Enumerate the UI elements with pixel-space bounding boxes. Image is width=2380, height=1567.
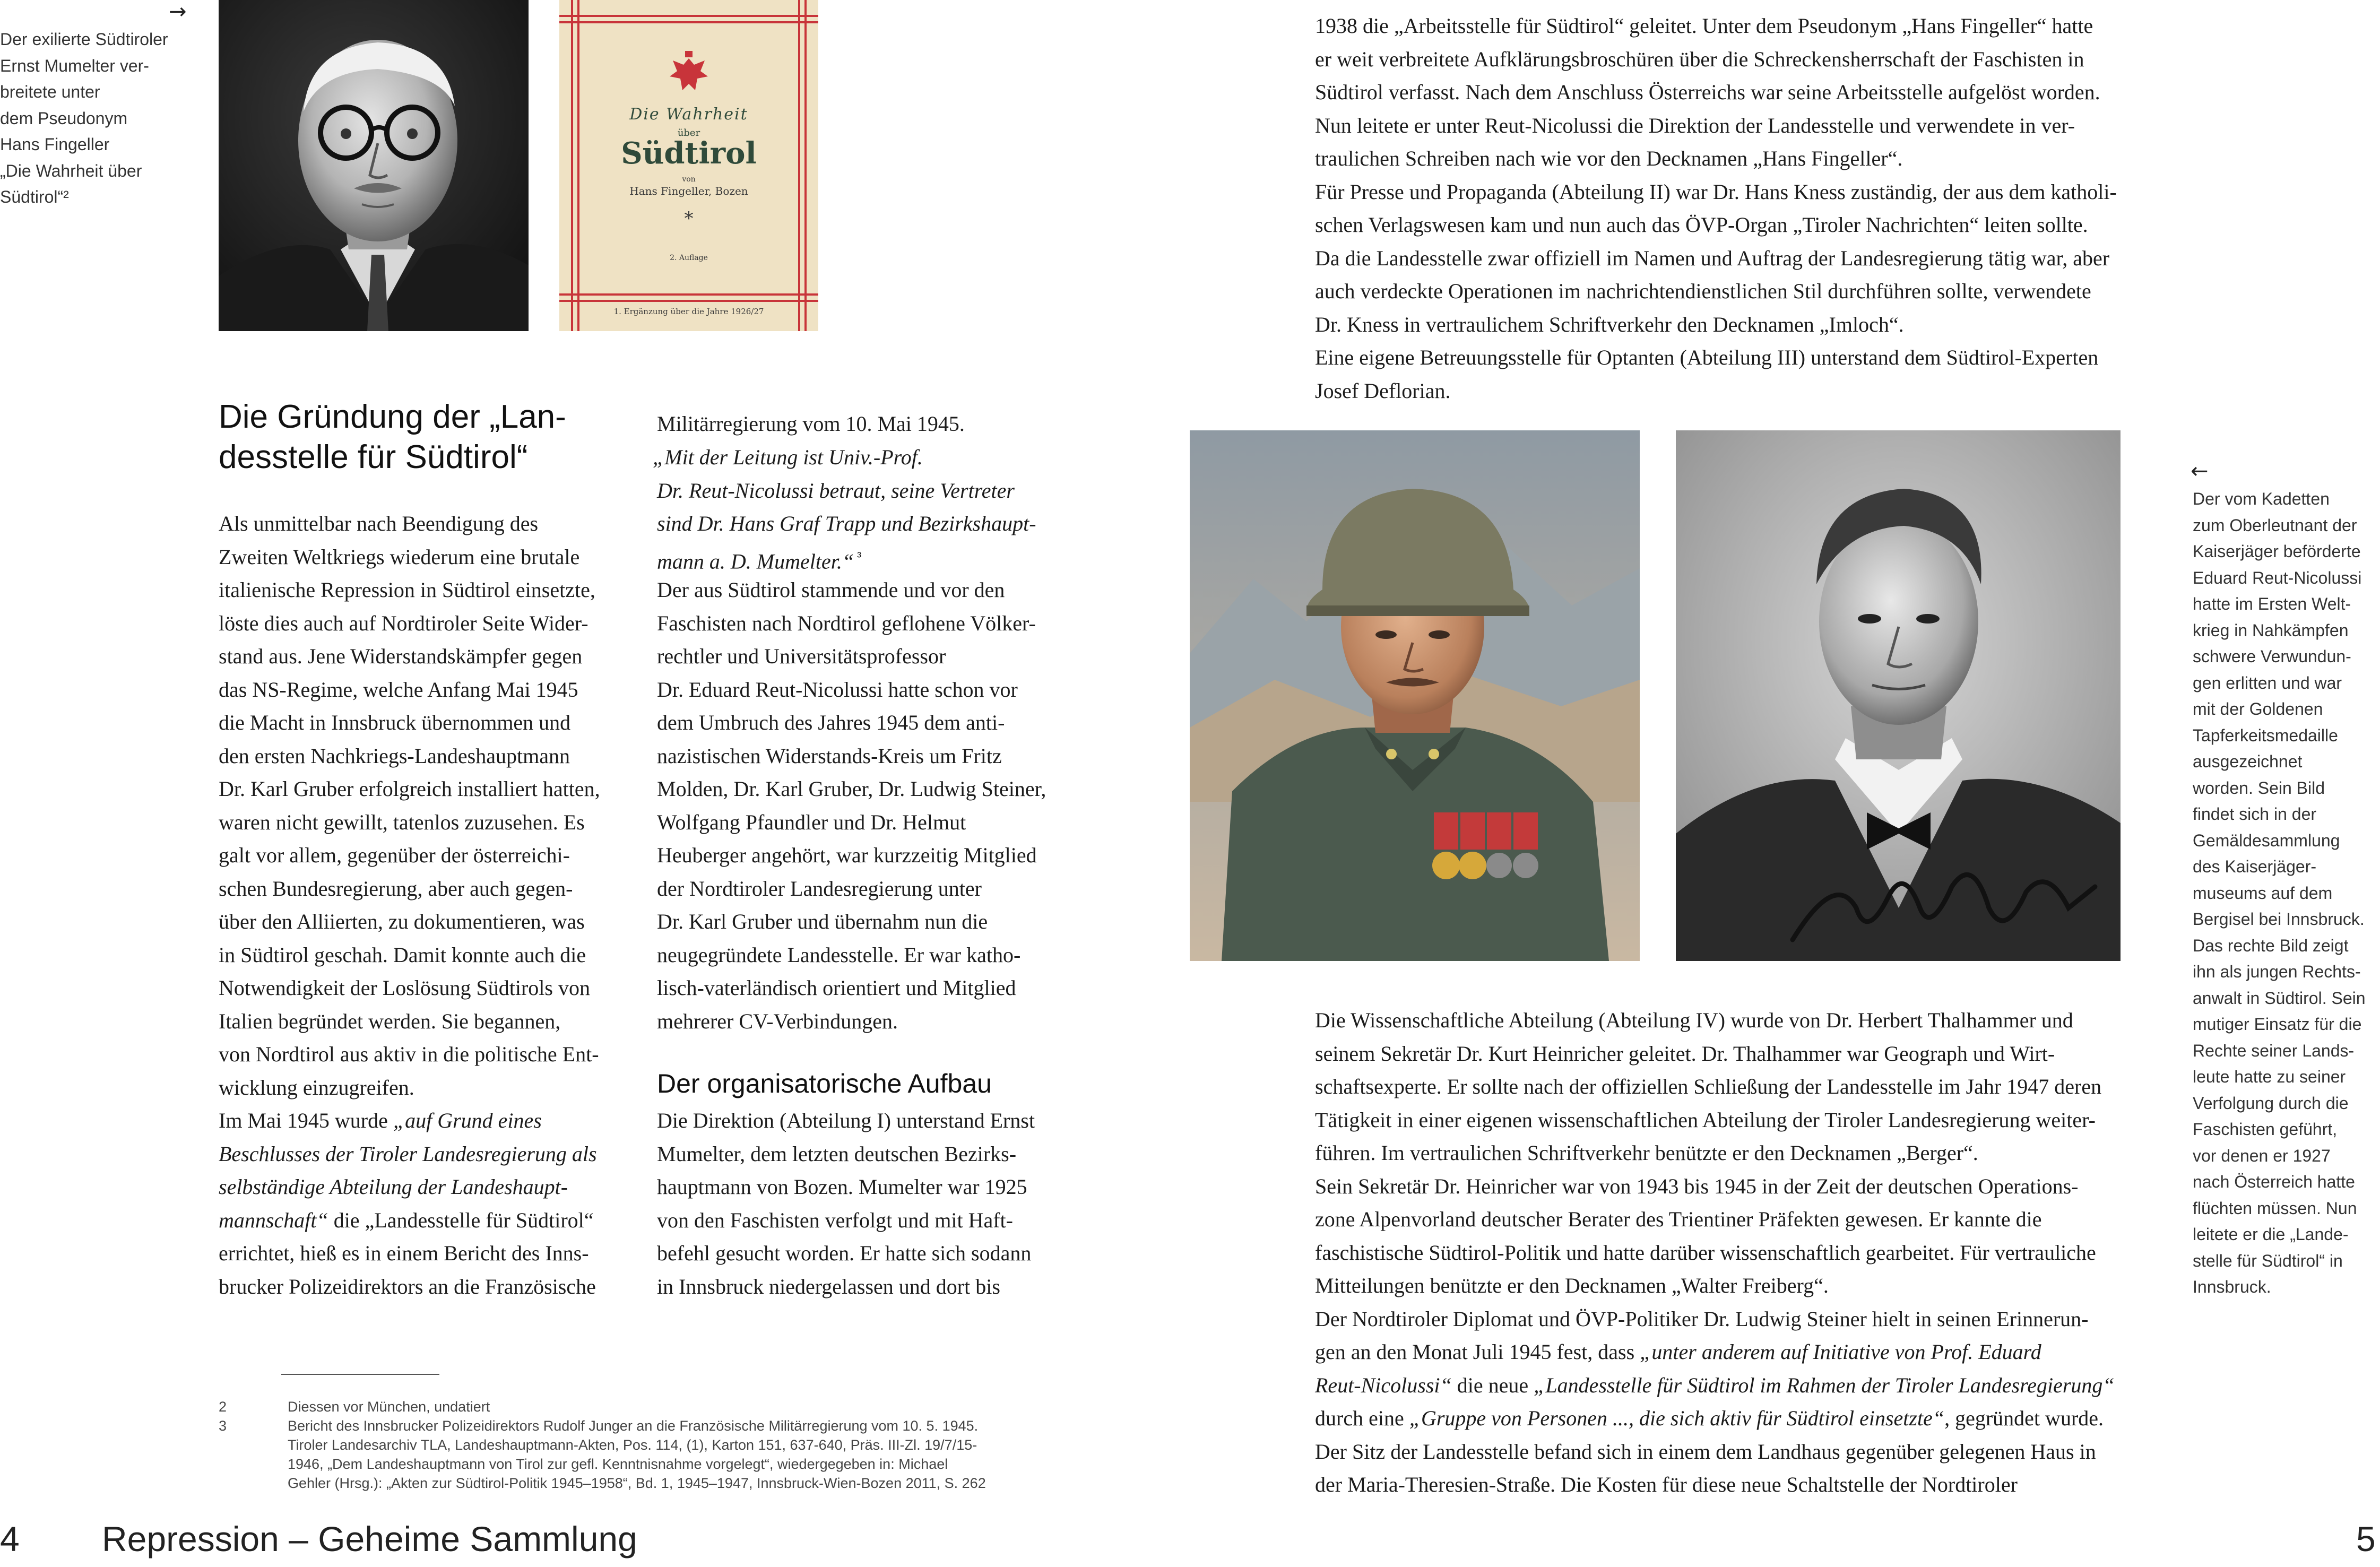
text-line: Rechte seiner Lands- (2193, 1041, 2355, 1060)
text-line: Dr. Reut-Nicolussi betraut, seine Vertreter (657, 478, 1015, 503)
text-line: der Maria-Theresien-Straße. Die Kosten für diese neue Schaltstelle der Nordtiroler (1315, 1473, 2018, 1496)
text-run: durch eine (1315, 1406, 1409, 1430)
text-line: er weit verbreitete Aufklärungsbroschüren über die Schreckensherrschaft der Faschisten in (1315, 47, 2084, 71)
text-line: ausgezeichnet (2193, 752, 2303, 771)
text-line: seinem Sekretär Dr. Kurt Heinricher geleitet. Dr. Thalhammer war Geograph und Wirt- (1315, 1041, 2055, 1066)
cover-title-line1: Die Wahrheit (629, 105, 748, 124)
text-line: Josef Deflorian. (1315, 378, 1451, 403)
text-run: die „Landesstelle für Südtirol“ (328, 1208, 594, 1232)
cover-supplement: 1. Ergänzung über die Jahre 1926/27 (613, 307, 764, 316)
text-line: flüchten müssen. Nun (2193, 1198, 2357, 1218)
text-run: die neue (1451, 1373, 1534, 1397)
text-line: Der aus Südtirol stammende und vor den (657, 578, 1005, 602)
text-line (653, 541, 1036, 578)
text-line: anwalt in Südtirol. Sein (2193, 988, 2366, 1008)
text-line: in Innsbruck niedergelassen und dort bis (657, 1274, 1000, 1298)
text-line: findet sich in der (2193, 804, 2317, 824)
text-column-1-quote (219, 1104, 597, 1303)
text-line: hauptmann von Bozen. Mumelter war 1925 (657, 1175, 1027, 1199)
text-line: schwere Verwundun- (2193, 647, 2351, 666)
text-line: neugegründete Landesstelle. Er war katho- (657, 942, 1021, 967)
text-line: waren nicht gewillt, tatenlos zuzusehen. Es (219, 810, 585, 834)
footnote-divider (281, 1374, 439, 1375)
text-line: Kaiserjäger beförderte (2193, 542, 2361, 561)
text-line: „Mit der Leitung ist Univ.-Prof. (653, 445, 923, 469)
cover-author: Hans Fingeller, Bozen (629, 185, 748, 197)
heading-line: Die Gründung der „Lan- (219, 399, 566, 435)
text-line: nazistischen Widerstands-Kreis um Fritz (657, 743, 1002, 768)
text-line: zum Oberleutnant der (2193, 515, 2357, 535)
text-line: Hans Fingeller (0, 135, 110, 154)
text-line: museums auf dem (2193, 883, 2333, 903)
text-line: Gemäldesammlung (2193, 830, 2340, 850)
text-line: traulichen Schreiben nach wie vor den Decknamen „Hans Fingeller“. (1315, 146, 1903, 170)
text-line: nach Österreich hatte (2193, 1172, 2355, 1191)
text-line: Dr. Karl Gruber erfolgreich installiert hatten, (219, 777, 600, 801)
text-line: befehl gesucht worden. Er hatte sich sodann (657, 1241, 1032, 1265)
page-number-right: 5 (2356, 1519, 2376, 1559)
text-line: Das rechte Bild zeigt (2193, 936, 2349, 955)
text-line: Heuberger angehört, war kurzzeitig Mitglied (657, 843, 1037, 867)
book-cover-die-wahrheit-ueber-suedtirol (559, 0, 818, 331)
text-column-2c (657, 1104, 1035, 1303)
text-line: rechtler und Universitätsprofessor (657, 644, 946, 668)
text-line: Innsbruck. (2193, 1277, 2271, 1296)
text-line: Militärregierung vom 10. Mai 1945. (657, 412, 965, 436)
arrow-right-icon: → (169, 0, 187, 24)
text-line: vor denen er 1927 (2193, 1146, 2331, 1165)
text-line: Faschisten geführt, (2193, 1120, 2338, 1139)
cover-star: * (684, 208, 694, 229)
text-column-2b (657, 574, 1046, 1038)
text-column-2a (657, 408, 965, 441)
text-line: Molden, Dr. Karl Gruber, Dr. Ludwig Steiner, (657, 777, 1046, 801)
text-line: den ersten Nachkriegs-Landeshauptmann (219, 743, 570, 768)
text-line: hatte im Ersten Welt- (2193, 594, 2351, 613)
running-title: Repression – Geheime Sammlung (102, 1519, 637, 1559)
text-run-italic: Reut-Nicolussi“ (1315, 1373, 1452, 1397)
text-line: worden. Sein Bild (2193, 778, 2325, 798)
cover-author-pre: von (682, 175, 696, 184)
text-line: Zweiten Weltkriegs wiederum eine brutale (219, 544, 580, 569)
text-line: 1938 die „Arbeitsstelle für Südtirol“ geleitet. Unter dem Pseudonym „Hans Fingeller“ hatte (1315, 14, 2093, 38)
text-column-1 (219, 507, 600, 1104)
text-column-right-bottom (1315, 1004, 2101, 1336)
portrait-photo-mumelter (219, 0, 529, 331)
footnote-text: Diessen vor München, undatiert (288, 1399, 490, 1415)
text-line: Südtirol“² (0, 187, 69, 206)
photo-caption-reut-nicolussi (2193, 486, 2366, 1301)
text-line: italienische Repression in Südtirol einsetzte, (219, 578, 595, 602)
text-run: , gegründet wurde. (1944, 1406, 2104, 1430)
text-line: das NS-Regime, welche Anfang Mai 1945 (219, 677, 578, 702)
text-line: Mitteilungen benützte er den Decknamen „Walter Freiberg“. (1315, 1274, 1829, 1297)
text-run-italic: „Landesstelle für Südtirol im Rahmen der Tiroler Landesregierung“ (1534, 1373, 2115, 1397)
text-line: schen Verlagswesen kam und nun auch das ÖVP-Organ „Tiroler Nachrichten“ leiten sollte. (1315, 213, 2088, 237)
text-run: gen an den Monat Juli 1945 fest, dass (1315, 1340, 1640, 1364)
text-line: Der Sitz der Landesstelle befand sich in einem dem Landhaus gegenüber gelegenen Haus in (1315, 1439, 2096, 1464)
text-line: Faschisten nach Nordtirol geflohene Völker- (657, 611, 1036, 635)
footnote-text: Bericht des Innsbrucker Polizeidirektors Rudolf Junger an die Französische Militärregierung vom 10. 5. 1945. (288, 1418, 979, 1434)
text-line: Die Wissenschaftliche Abteilung (Abteilung IV) wurde von Dr. Herbert Thalhammer und (1315, 1008, 2073, 1032)
footnote-ref-3[interactable]: ³ (857, 549, 862, 564)
eagle-emblem-icon (670, 51, 708, 90)
text-line: Ernst Mumelter ver- (0, 56, 149, 75)
footnote-number: 3 (219, 1418, 227, 1434)
text-line: sind Dr. Hans Graf Trapp und Bezirkshaupt- (657, 512, 1036, 535)
footnote-text: Tiroler Landesarchiv TLA, Landeshauptmann-Akten, Pos. 114, (1), Karton 151, 637-640, Präs. III-Zl. 19/7/15- (288, 1437, 977, 1453)
text-line: stelle für Südtirol“ in (2193, 1251, 2343, 1270)
text-line: Südtirol verfasst. Nach dem Anschluss Österreichs war seine Arbeitsstelle aufgelöst worden. (1315, 80, 2100, 104)
text-line: Bergisel bei Innsbruck. (2193, 910, 2365, 929)
text-line: schaftsexperte. Er sollte nach der offiziellen Schließung der Landesstelle im Jahr 1947 deren (1315, 1075, 2102, 1098)
text-line: Für Presse und Propaganda (Abteilung II) war Dr. Hans Kness zuständig, der aus dem katholi- (1315, 179, 2117, 204)
text-line: breitete unter (0, 82, 100, 101)
text-line: die Macht in Innsbruck übernommen und (219, 711, 571, 734)
text-line (219, 1204, 597, 1237)
text-line: zone Alpenvorland deutscher Berater des Trientiner Präfekten gewesen. Er kannte die (1315, 1207, 2042, 1231)
cover-title-line2: über (677, 127, 700, 138)
text-line: Der exilierte Südtiroler (0, 30, 168, 49)
text-line: ihn als jungen Rechts- (2193, 962, 2361, 981)
text-line: Als unmittelbar nach Beendigung des (219, 512, 539, 535)
heading-line: desstelle für Südtirol“ (219, 439, 528, 475)
text-line: Beschlusses der Tiroler Landesregierung als (219, 1141, 597, 1166)
text-line: des Kaiserjäger- (2193, 857, 2316, 876)
text-line: schen Bundesregierung, aber auch gegen- (219, 876, 573, 901)
text-run-italic: „auf Grund eines (393, 1109, 542, 1132)
text-line (1315, 1369, 2115, 1402)
text-line: stand aus. Jene Widerstandskämpfer gegen (219, 644, 583, 668)
text-line: Die Direktion (Abteilung I) unterstand Ernst (657, 1109, 1035, 1132)
text-line: galt vor allem, gegenüber der österreichi- (219, 843, 570, 867)
text-line: Dr. Kness in vertraulichem Schriftverkehr den Decknamen „Imloch“. (1315, 312, 1904, 336)
text-line: krieg in Nahkämpfen (2193, 620, 2349, 640)
text-line (219, 1104, 597, 1138)
text-line: Eduard Reut-Nicolussi (2193, 568, 2362, 587)
text-line: Der Nordtiroler Diplomat und ÖVP-Politiker Dr. Ludwig Steiner hielt in seinen Erinnerun- (1315, 1306, 2089, 1331)
text-column-right-bottom-mixed (1315, 1336, 2115, 1502)
text-line: Notwendigkeit der Loslösung Südtirols von (219, 976, 590, 1000)
footnote-text: 1946, „Dem Landeshauptmann von Tirol zur gefl. Kenntnisnahme vorgelegt“, wiedergegeben in: Michael (288, 1456, 948, 1472)
text-line: wicklung einzugreifen. (219, 1075, 414, 1100)
text-line: Der vom Kadetten (2193, 489, 2330, 508)
text-line: leitete er die „Lande- (2193, 1225, 2349, 1244)
photo-reut-nicolussi-young (1676, 430, 2121, 961)
text-line: mutiger Einsatz für die (2193, 1015, 2362, 1034)
text-run: Im Mai 1945 wurde (219, 1109, 393, 1132)
painting-reut-nicolussi-uniform (1190, 430, 1640, 961)
text-line: führen. Im vertraulichen Schriftverkehr benützte er den Decknamen „Berger“. (1315, 1141, 1978, 1165)
text-line: „Die Wahrheit über (0, 161, 142, 180)
text-line: leute hatte zu seiner (2193, 1067, 2346, 1086)
text-line: Dr. Karl Gruber und übernahm nun die (657, 910, 988, 933)
text-run-italic: mann a. D. Mumelter.“ (657, 549, 854, 573)
text-line: Da die Landesstelle zwar offiziell im Namen und Auftrag der Landesregierung tätig war, aber (1315, 246, 2110, 270)
text-line: Eine eigene Betreuungsstelle für Optanten (Abteilung III) unterstand dem Südtirol-Experten (1315, 345, 2099, 369)
text-line (1315, 1336, 2115, 1369)
footnote-text-block (288, 1416, 986, 1493)
photo-caption-mumelter (0, 27, 168, 211)
text-line: in Südtirol geschah. Damit konnte auch die (219, 942, 586, 967)
text-line: von Nordtirol aus aktiv in die politische Ent- (219, 1042, 599, 1066)
text-line: Sein Sekretär Dr. Heinricher war von 1943 bis 1945 in der Zeit der deutschen Operations- (1315, 1174, 2079, 1198)
text-line: Verfolgung durch die (2193, 1093, 2349, 1113)
text-line: löste dies auch auf Nordtiroler Seite Wider- (219, 611, 588, 635)
text-run-italic: mannschaft“ (219, 1208, 328, 1232)
text-line: Tätigkeit in einer eigenen wissenschaftlichen Abteilung der Tiroler Landesregierung weiter- (1315, 1107, 2096, 1132)
arrow-left-icon: ← (2191, 459, 2209, 483)
text-column-right-top (1315, 10, 2117, 408)
text-line: dem Umbruch des Jahres 1945 dem anti- (657, 711, 1005, 734)
page-number-left: 4 (0, 1519, 20, 1559)
text-line: auch verdeckte Operationen im nachrichtendienstlichen Stil durchführen sollte, verwendete (1315, 279, 2091, 303)
text-line: Tapferkeitsmedaille (2193, 725, 2338, 745)
text-line: mehrerer CV-Verbindungen. (657, 1009, 898, 1033)
text-line: Mumelter, dem letzten deutschen Bezirks- (657, 1141, 1017, 1166)
footnote-text: Gehler (Hrsg.): „Akten zur Südtirol-Politik 1945–1958“, Bd. 1, 1945–1947, Innsbruck-Wien-Bozen 2011, S. 262 (288, 1475, 986, 1491)
text-line: dem Pseudonym (0, 108, 128, 128)
text-line: errichtet, hieß es in einem Bericht des Inns- (219, 1241, 589, 1265)
footnote-number: 2 (219, 1399, 227, 1415)
section-heading-gruendung (219, 397, 566, 478)
text-line: lisch-vaterländisch orientiert und Mitglied (657, 976, 1016, 1000)
text-line: faschistische Südtirol-Politik und hatte darüber wissenschaftlich gearbeitet. Für vertrauliche (1315, 1240, 2096, 1265)
section-heading-aufbau: Der organisatorische Aufbau (657, 1069, 992, 1098)
text-line: von den Faschisten verfolgt und mit Haft- (657, 1208, 1013, 1232)
text-column-2-quote (653, 441, 1036, 578)
text-line: über den Alliierten, zu dokumentieren, was (219, 910, 585, 933)
cover-edition: 2. Auflage (670, 254, 708, 262)
cover-title-main: Südtirol (621, 136, 757, 171)
text-line: Wolfgang Pfaundler und Dr. Helmut (657, 810, 966, 834)
text-line: brucker Polizeidirektors an die Französische (219, 1274, 596, 1298)
text-run-italic: „unter anderem auf Initiative von Prof. Eduard (1640, 1340, 2041, 1364)
text-line: gen erlitten und war (2193, 673, 2342, 692)
text-line: Nun leitete er unter Reut-Nicolussi die Direktion der Landesstelle und verwendete in ver- (1315, 113, 2075, 137)
text-run-italic: „Gruppe von Personen ..., die sich aktiv für Südtirol einsetzte“ (1409, 1406, 1945, 1430)
text-line (1315, 1402, 2115, 1435)
text-line: Italien begründet werden. Sie begannen, (219, 1009, 561, 1033)
text-line: der Nordtiroler Landesregierung unter (657, 876, 982, 901)
text-line: mit der Goldenen (2193, 699, 2323, 718)
text-line: selbständige Abteilung der Landeshaupt- (219, 1175, 568, 1199)
text-line: Dr. Eduard Reut-Nicolussi hatte schon vor (657, 677, 1018, 702)
